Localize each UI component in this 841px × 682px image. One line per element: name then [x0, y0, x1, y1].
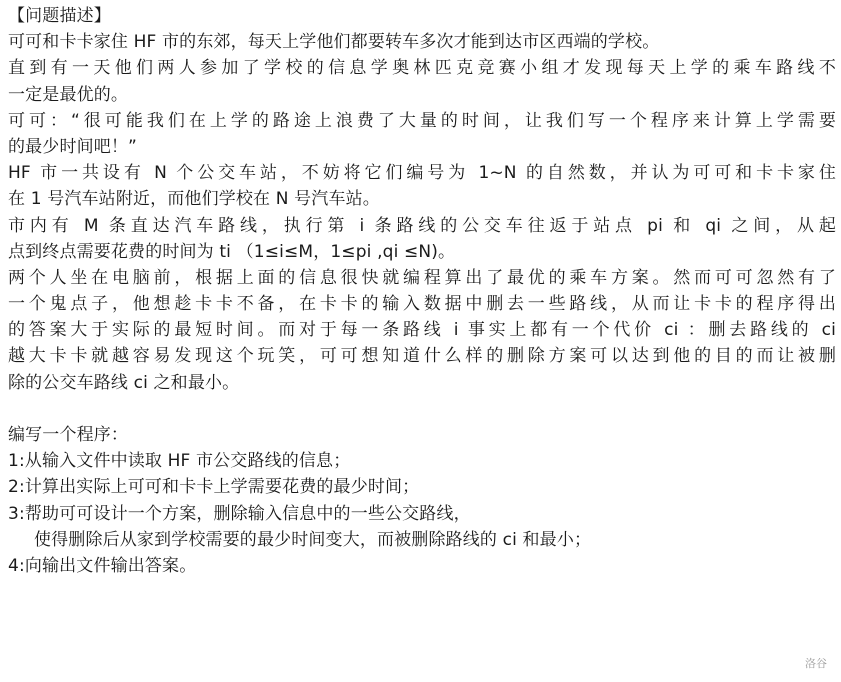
paragraph-line: 可可：“很可能我们在上学的路途上浪费了大量的时间，让我们写一个程序来计算上学需要 [8, 110, 836, 131]
paragraph-line: 一定是最优的。 [8, 84, 129, 105]
section-heading: 【问题描述】 [8, 6, 111, 26]
paragraph-line: 在 1 号汽车站附近，而他们学校在 N 号汽车站。 [8, 189, 380, 210]
paragraph-line: 市内有 M 条直达汽车路线，执行第 i 条路线的公交车往返于站点 pi 和 qi 之间，从起 [8, 215, 836, 236]
paragraph-line: 两个人坐在电脑前，根据上面的信息很快就编程算出了最优的乘车方案。然而可可忽然有了 [8, 267, 836, 288]
paragraph-line: 一个鬼点子，他想趁卡卡不备，在卡卡的输入数据中删去一些路线，从而让卡卡的程序得出 [8, 294, 836, 315]
blank-line [8, 396, 836, 422]
paragraph-line: 的最少时间吧！” [8, 136, 138, 157]
task-step-2: 2:计算出实际上可可和卡卡上学需要花费的最少时间； [8, 477, 420, 498]
problem-description [8, 3, 836, 579]
task-step-3: 3:帮助可可设计一个方案，删除输入信息中的一些公交路线， [8, 503, 471, 524]
task-step-3-continued: 使得删除后从家到学校需要的最少时间变大，而被删除路线的 ci 和最小； [34, 529, 592, 550]
paragraph-line: HF 市一共设有 N 个公交车站，不妨将它们编号为 1~N 的自然数，并认为可可和卡卡家住 [8, 163, 836, 184]
task-intro: 编写一个程序： [8, 425, 129, 445]
paragraph-line: 的答案大于实际的最短时间。而对于每一条路线 i 事实上都有一个代价 ci ：删去路线的 ci [8, 320, 836, 341]
paragraph-line: 点到终点需要花费的时间为 ti （1≤i≤M，1≤pi ,qi ≤N)。 [8, 241, 456, 262]
luogu-watermark: 洛谷 [805, 657, 827, 670]
task-step-4: 4:向输出文件输出答案。 [8, 555, 197, 576]
paragraph-line: 直到有一天他们两人参加了学校的信息学奥林匹克竞赛小组才发现每天上学的乘车路线不 [8, 58, 836, 79]
paragraph-line: 越大卡卡就越容易发现这个玩笑，可可想知道什么样的删除方案可以达到他的目的而让被删 [8, 346, 836, 367]
paragraph-line: 除的公交车路线 ci 之和最小。 [8, 372, 240, 393]
paragraph-line: 可可和卡卡家住 HF 市的东郊，每天上学他们都要转车多次才能到达市区西端的学校。 [8, 32, 660, 53]
task-step-1: 1:从输入文件中读取 HF 市公交路线的信息； [8, 451, 351, 472]
